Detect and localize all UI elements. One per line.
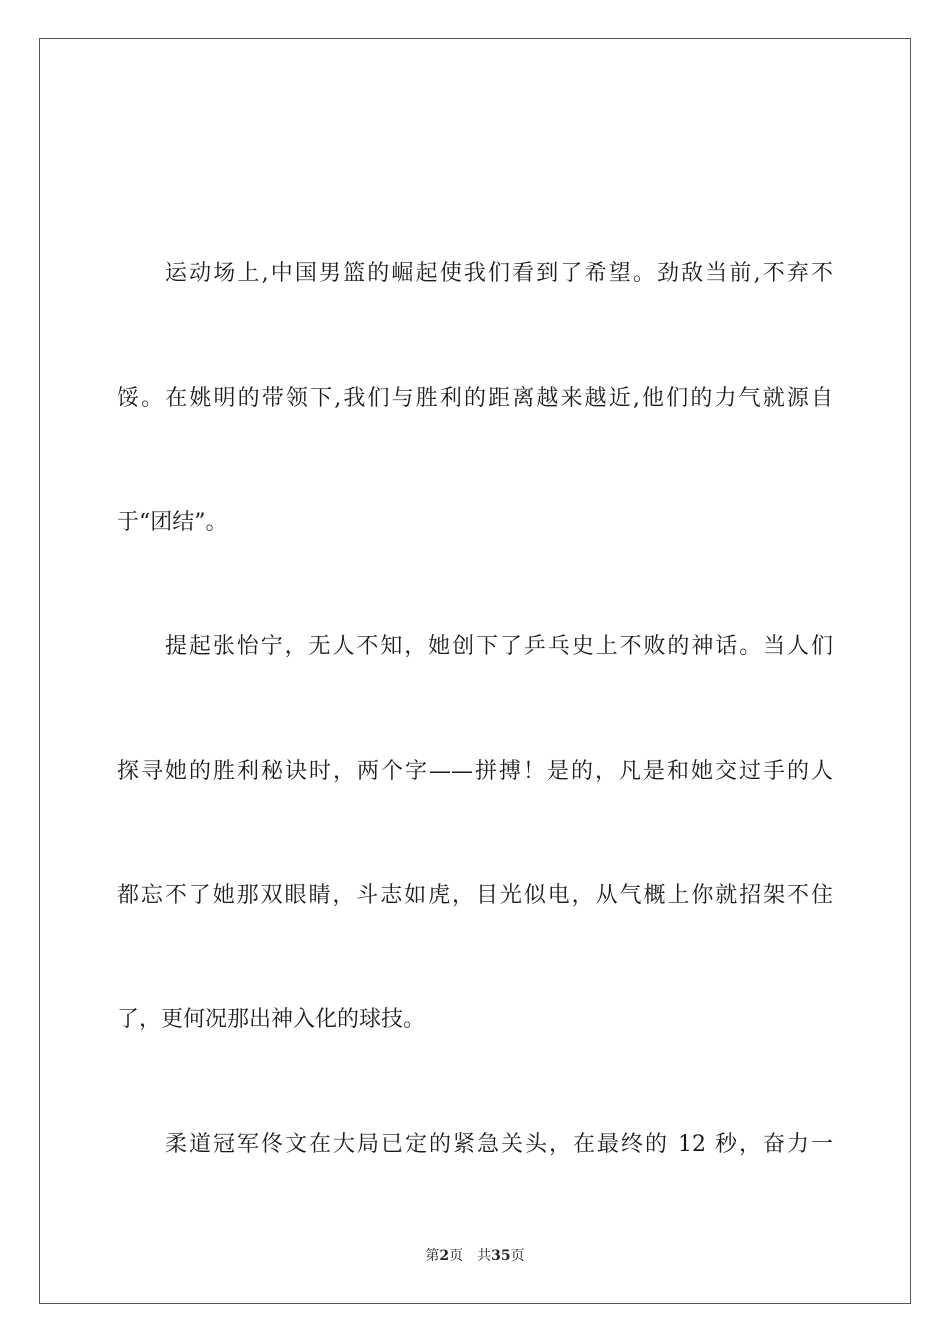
page-border [39, 38, 911, 1304]
total-prefix: 共 [477, 1248, 492, 1264]
page-number: 2 [439, 1248, 450, 1264]
page-footer [0, 1246, 950, 1266]
paragraph-2-line-4: 了，更何况那出神入化的球技。 [117, 1007, 426, 1032]
total-suffix: 页 [510, 1248, 525, 1264]
page-prefix: 第 [425, 1248, 440, 1264]
paragraph-1-line-1: 运动场上,中国男篮的崛起使我们看到了希望。劲敌当前,不弃不 [165, 261, 833, 286]
paragraph-1-line-2: 馁。在姚明的带领下,我们与胜利的距离越来越近,他们的力气就源自 [117, 386, 833, 411]
total-pages: 35 [491, 1248, 511, 1264]
page-suffix: 页 [449, 1248, 464, 1264]
paragraph-2-line-2: 探寻她的胜利秘诀时，两个字——拼搏！是的，凡是和她交过手的人 [117, 759, 833, 784]
paragraph-1-line-3: 于“团结”。 [117, 510, 228, 535]
paragraph-2-line-1: 提起张怡宁，无人不知，她创下了乒乓史上不败的神话。当人们 [165, 634, 833, 659]
paragraph-2-line-3: 都忘不了她那双眼睛，斗志如虎，目光似电，从气概上你就招架不住 [117, 883, 833, 908]
paragraph-3-line-1: 柔道冠军佟文在大局已定的紧急关头，在最终的 12 秒，奋力一 [165, 1132, 833, 1157]
